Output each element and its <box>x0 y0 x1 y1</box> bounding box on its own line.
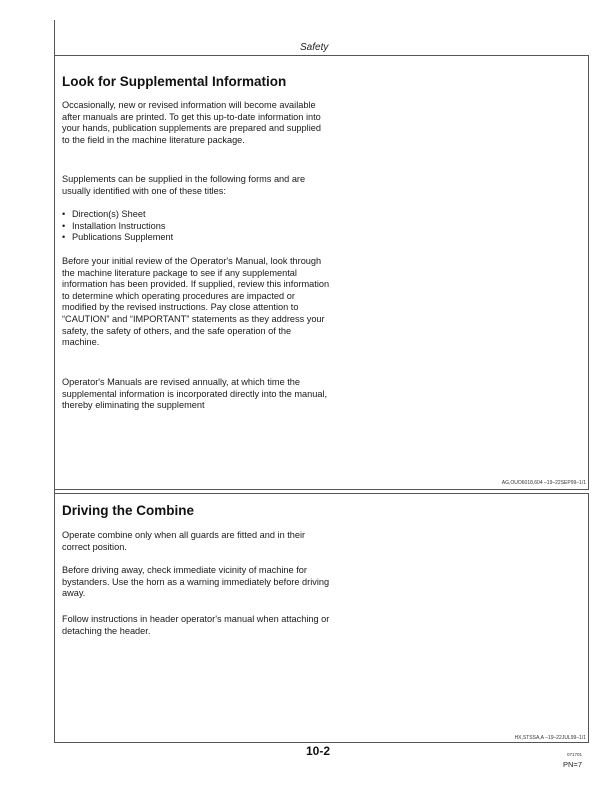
section-divider <box>54 489 589 490</box>
header-title: Safety <box>300 42 329 53</box>
print-code: 071701 <box>566 752 582 757</box>
right-rule-2 <box>588 493 589 742</box>
bottom-rule <box>54 742 589 743</box>
paragraph: Before your initial review of the Operator's Manual, look through the machine literature package to see if any supplemental information has been provided. If supplied, review this information to determine which operating procedures are impacted or modified by the revised instructions. Pay close attention to “CAUTION” and “IMPORTANT” statements as they address your safety, the safety of others, and the safe operation of the machine. <box>62 256 330 348</box>
reference-code: HX,STSSA,A –19–22JUL99–1/1 <box>514 735 586 741</box>
left-rule <box>54 20 55 742</box>
section-title-supplemental: Look for Supplemental Information <box>62 74 287 89</box>
paragraph: Occasionally, new or revised information will become available after manuals are printed. To get this up-to-date information into your hands, publication supplements are prepared and supplied to the field in the machine literature package. <box>62 100 321 145</box>
paragraph: Before driving away, check immediate vicinity of machine for bystanders. Use the horn as a warning immediately before driving away. <box>62 565 330 599</box>
section-divider-2 <box>54 493 589 494</box>
paragraph: Follow instructions in header operator's manual when attaching or detaching the header. <box>62 614 330 636</box>
page-number: 10-2 <box>306 744 331 758</box>
paragraph: Operate combine only when all guards are fitted and in their correct position. <box>62 530 306 552</box>
top-rule <box>54 55 589 56</box>
list-item: • Direction(s) Sheet <box>62 209 173 221</box>
list-item: • Installation Instructions <box>62 221 173 233</box>
section-title-driving: Driving the Combine <box>62 503 195 518</box>
paragraph: Supplements can be supplied in the following forms and are usually identified with one of these titles: <box>62 174 306 196</box>
right-rule-1 <box>588 55 589 489</box>
reference-code: AG,OUO6018,604 –19–22SEP99–1/1 <box>501 480 586 486</box>
paragraph: Operator's Manuals are revised annually, at which time the supplemental information is incorporated directly into the manual, thereby eliminating the supplement <box>62 377 328 411</box>
list-item: • Publications Supplement <box>62 232 173 244</box>
pn-label: PN=7 <box>563 760 582 769</box>
supplement-titles-list <box>62 209 173 244</box>
